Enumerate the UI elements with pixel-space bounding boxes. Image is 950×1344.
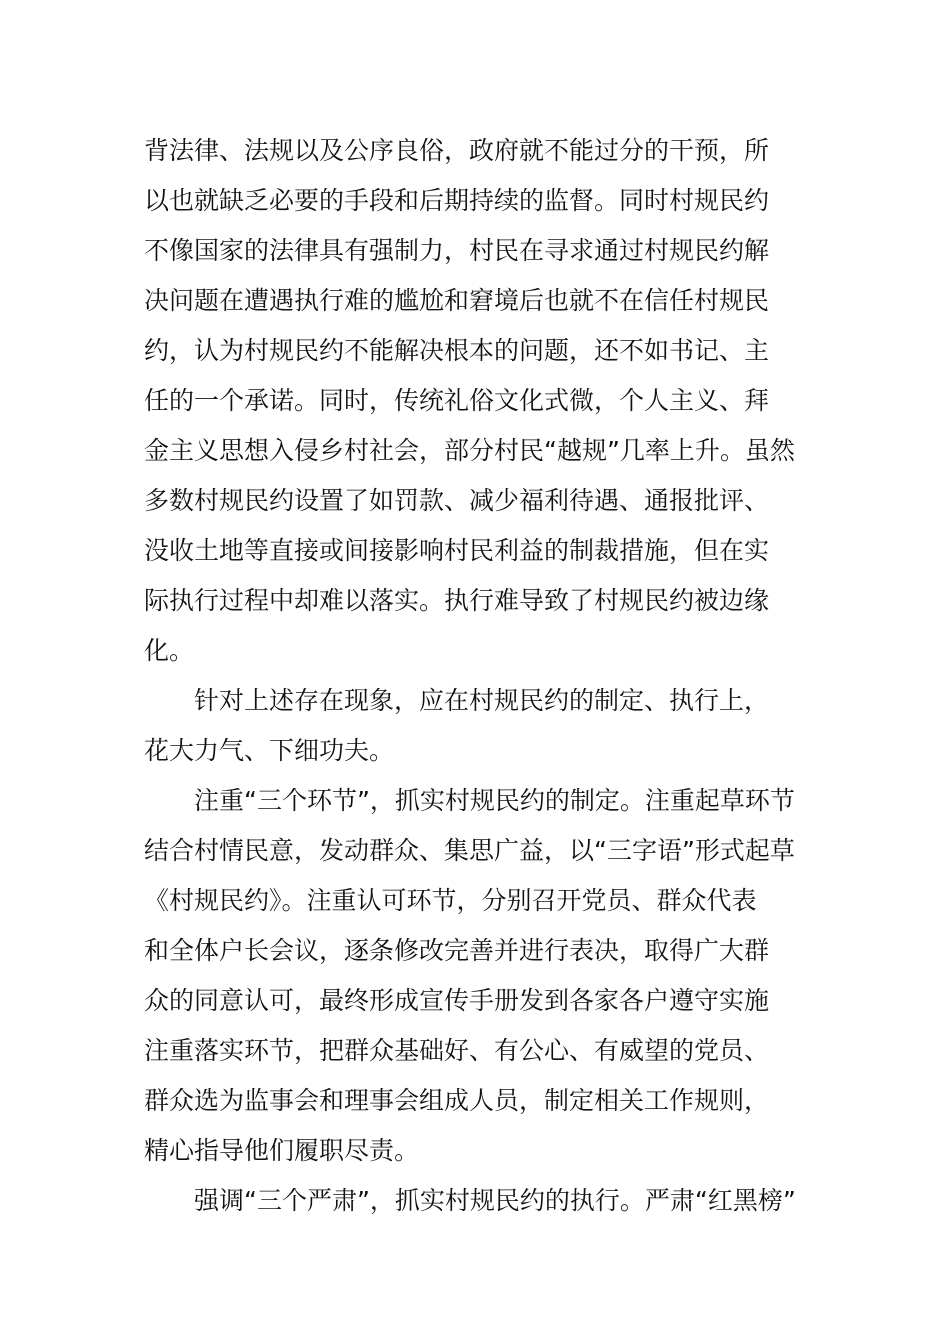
text-line: 决问题在遭遇执行难的尴尬和窘境后也就不在信任村规民 [144,286,770,315]
text-line: 际执行过程中却难以落实。执行难导致了村规民约被边缘 [144,586,770,615]
text-line: 和全体户长会议，逐条修改完善并进行表决，取得广大群 [144,936,770,965]
text-line: 群众选为监事会和理事会组成人员，制定相关工作规则， [144,1086,770,1115]
paragraph-start-line: 针对上述存在现象，应在村规民约的制定、执行上， [194,686,770,715]
text-line: 结合村情民意，发动群众、集思广益，以“三字语”形式起草 [144,836,795,865]
text-line: 《村规民约》。注重认可环节，分别召开党员、群众代表 [144,886,757,915]
paragraph-start-line: 强调“三个严肃”，抓实村规民约的执行。严肃“红黑榜” [194,1186,796,1215]
paragraph-start-line: 注重“三个环节”，抓实村规民约的制定。注重起草环节 [194,786,795,815]
text-line: 多数村规民约设置了如罚款、减少福利待遇、通报批评、 [144,486,770,515]
text-line: 背法律、法规以及公序良俗，政府就不能过分的干预，所 [144,136,770,165]
text-line: 金主义思想入侵乡村社会，部分村民“越规”几率上升。虽然 [144,436,795,465]
text-line: 化。 [144,636,195,665]
text-line: 没收土地等直接或间接影响村民利益的制裁措施，但在实 [144,536,770,565]
text-line: 花大力气、下细功夫。 [144,736,395,765]
text-line: 约，认为村规民约不能解决根本的问题，还不如书记、主 [144,336,770,365]
text-line: 注重落实环节，把群众基础好、有公心、有威望的党员、 [144,1036,770,1065]
text-line: 众的同意认可，最终形成宣传手册发到各家各户遵守实施 [144,986,770,1015]
text-line: 任的一个承诺。同时，传统礼俗文化式微，个人主义、拜 [144,386,770,415]
text-line: 以也就缺乏必要的手段和后期持续的监督。同时村规民约 [144,186,770,215]
text-line: 不像国家的法律具有强制力，村民在寻求通过村规民约解 [144,236,770,265]
document-body [144,126,810,1226]
text-line: 精心指导他们履职尽责。 [144,1136,420,1165]
